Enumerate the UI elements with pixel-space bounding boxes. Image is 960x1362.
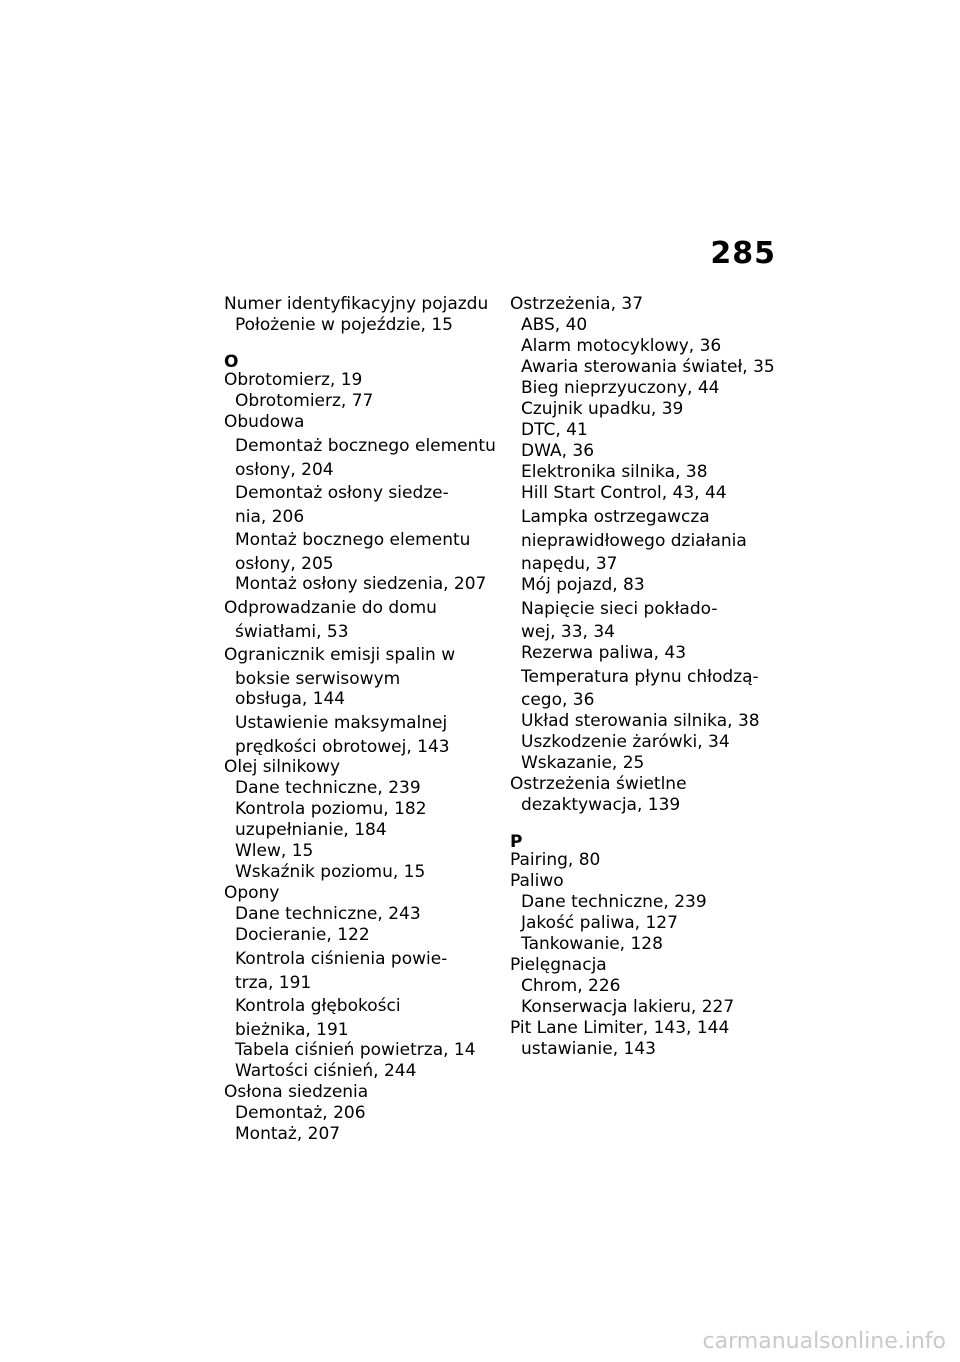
index-subentry: Jakość paliwa, 127: [521, 912, 678, 933]
index-subentry: Dane techniczne, 243: [235, 904, 421, 924]
index-subentry: Demontaż osłony siedze-: [235, 483, 449, 503]
page-number: 285: [710, 236, 776, 271]
index-subentry: cego, 36: [521, 690, 595, 710]
index-subentry: Montaż, 207: [235, 1124, 341, 1144]
index-subentry: Układ sterowania silnika, 38: [521, 710, 760, 731]
index-entry: Pit Lane Limiter, 143, 144: [510, 1017, 730, 1038]
index-subentry: ustawianie, 143: [521, 1038, 656, 1059]
index-subentry: Chrom, 226: [521, 975, 621, 996]
index-subentry: trza, 191: [235, 972, 312, 993]
index-subentry: boksie serwisowym: [235, 668, 401, 689]
index-subentry: Elektronika silnika, 38: [521, 462, 708, 482]
index-subentry: ABS, 40: [521, 315, 588, 335]
index-entry: Ogranicznik emisji spalin w: [224, 645, 456, 665]
index-subentry: Montaż bocznego elementu: [235, 530, 471, 550]
index-subentry: Dane techniczne, 239: [235, 778, 421, 798]
index-subentry: uzupełnianie, 184: [235, 820, 387, 840]
index-subentry: wej, 33, 34: [521, 622, 615, 642]
index-section-letter: P: [510, 831, 523, 852]
index-entry: Paliwo: [510, 870, 564, 891]
index-subentry: Bieg nieprzyuczony, 44: [521, 378, 720, 398]
index-subentry: Konserwacja lakieru, 227: [521, 996, 735, 1017]
index-subentry: Montaż osłony siedzenia, 207: [235, 574, 487, 594]
index-entry: Obudowa: [224, 412, 305, 432]
index-subentry: Położenie w pojeździe, 15: [235, 315, 453, 335]
index-subentry: Demontaż, 206: [235, 1103, 366, 1123]
index-subentry: obsługa, 144: [235, 689, 346, 709]
index-subentry: Hill Start Control, 43, 44: [521, 483, 727, 503]
index-subentry: osłony, 205: [235, 553, 334, 574]
index-subentry: światłami, 53: [235, 621, 349, 642]
index-column-left: [224, 294, 494, 1145]
index-subentry: nieprawidłowego działania: [521, 530, 747, 551]
index-subentry: Tabela ciśnień powietrza, 14: [235, 1040, 476, 1060]
index-subentry: Temperatura płynu chłodzą-: [521, 666, 759, 687]
index-subentry: Wlew, 15: [235, 841, 314, 861]
index-subentry: Tankowanie, 128: [521, 933, 663, 954]
index-subentry: Kontrola ciśnienia powie-: [235, 949, 448, 969]
index-entry: Olej silnikowy: [224, 757, 341, 777]
index-entry: Opony: [224, 883, 280, 903]
index-subentry: prędkości obrotowej, 143: [235, 736, 450, 757]
index-subentry: nia, 206: [235, 506, 305, 527]
index-entry: Odprowadzanie do domu: [224, 598, 437, 618]
index-subentry: osłony, 204: [235, 459, 334, 480]
index-subentry: Wskazanie, 25: [521, 752, 645, 773]
index-entry: Obrotomierz, 19: [224, 370, 363, 390]
index-subentry: Wskaźnik poziomu, 15: [235, 862, 426, 882]
index-entry: Ostrzeżenia świetlne: [510, 773, 687, 794]
index-subentry: Lampka ostrzegawcza: [521, 507, 710, 527]
index-entry: Numer identyfikacyjny pojazdu: [224, 294, 489, 314]
index-subentry: Czujnik upadku, 39: [521, 399, 684, 419]
index-subentry: dezaktywacja, 139: [521, 794, 681, 815]
index-section-letter: O: [224, 352, 239, 372]
index-subentry: Rezerwa paliwa, 43: [521, 642, 687, 663]
index-subentry: Mój pojazd, 83: [521, 574, 645, 595]
index-subentry: Napięcie sieci pokłado-: [521, 598, 718, 619]
index-entry: Ostrzeżenia, 37: [510, 294, 644, 314]
index-subentry: Alarm motocyklowy, 36: [521, 336, 722, 356]
index-subentry: Obrotomierz, 77: [235, 391, 374, 411]
index-subentry: Kontrola głębokości: [235, 996, 401, 1016]
index-column-right: [510, 294, 785, 1060]
index-subentry: DWA, 36: [521, 441, 595, 461]
index-subentry: napędu, 37: [521, 554, 618, 574]
watermark: carmanualsonline.info: [702, 1329, 946, 1354]
index-subentry: Kontrola poziomu, 182: [235, 799, 427, 819]
index-entry: Osłona siedzenia: [224, 1082, 369, 1102]
index-subentry: Dane techniczne, 239: [521, 891, 707, 912]
index-subentry: Wartości ciśnień, 244: [235, 1061, 417, 1081]
index-subentry: Docieranie, 122: [235, 925, 370, 945]
index-subentry: DTC, 41: [521, 420, 588, 440]
index-entry: Pairing, 80: [510, 849, 601, 870]
index-subentry: Awaria sterowania świateł, 35: [521, 357, 775, 377]
index-subentry: Demontaż bocznego elementu: [235, 436, 496, 456]
index-subentry: bieżnika, 191: [235, 1019, 349, 1040]
index-subentry: Ustawienie maksymalnej: [235, 713, 448, 733]
index-subentry: Uszkodzenie żarówki, 34: [521, 731, 730, 752]
index-entry: Pielęgnacja: [510, 954, 607, 975]
